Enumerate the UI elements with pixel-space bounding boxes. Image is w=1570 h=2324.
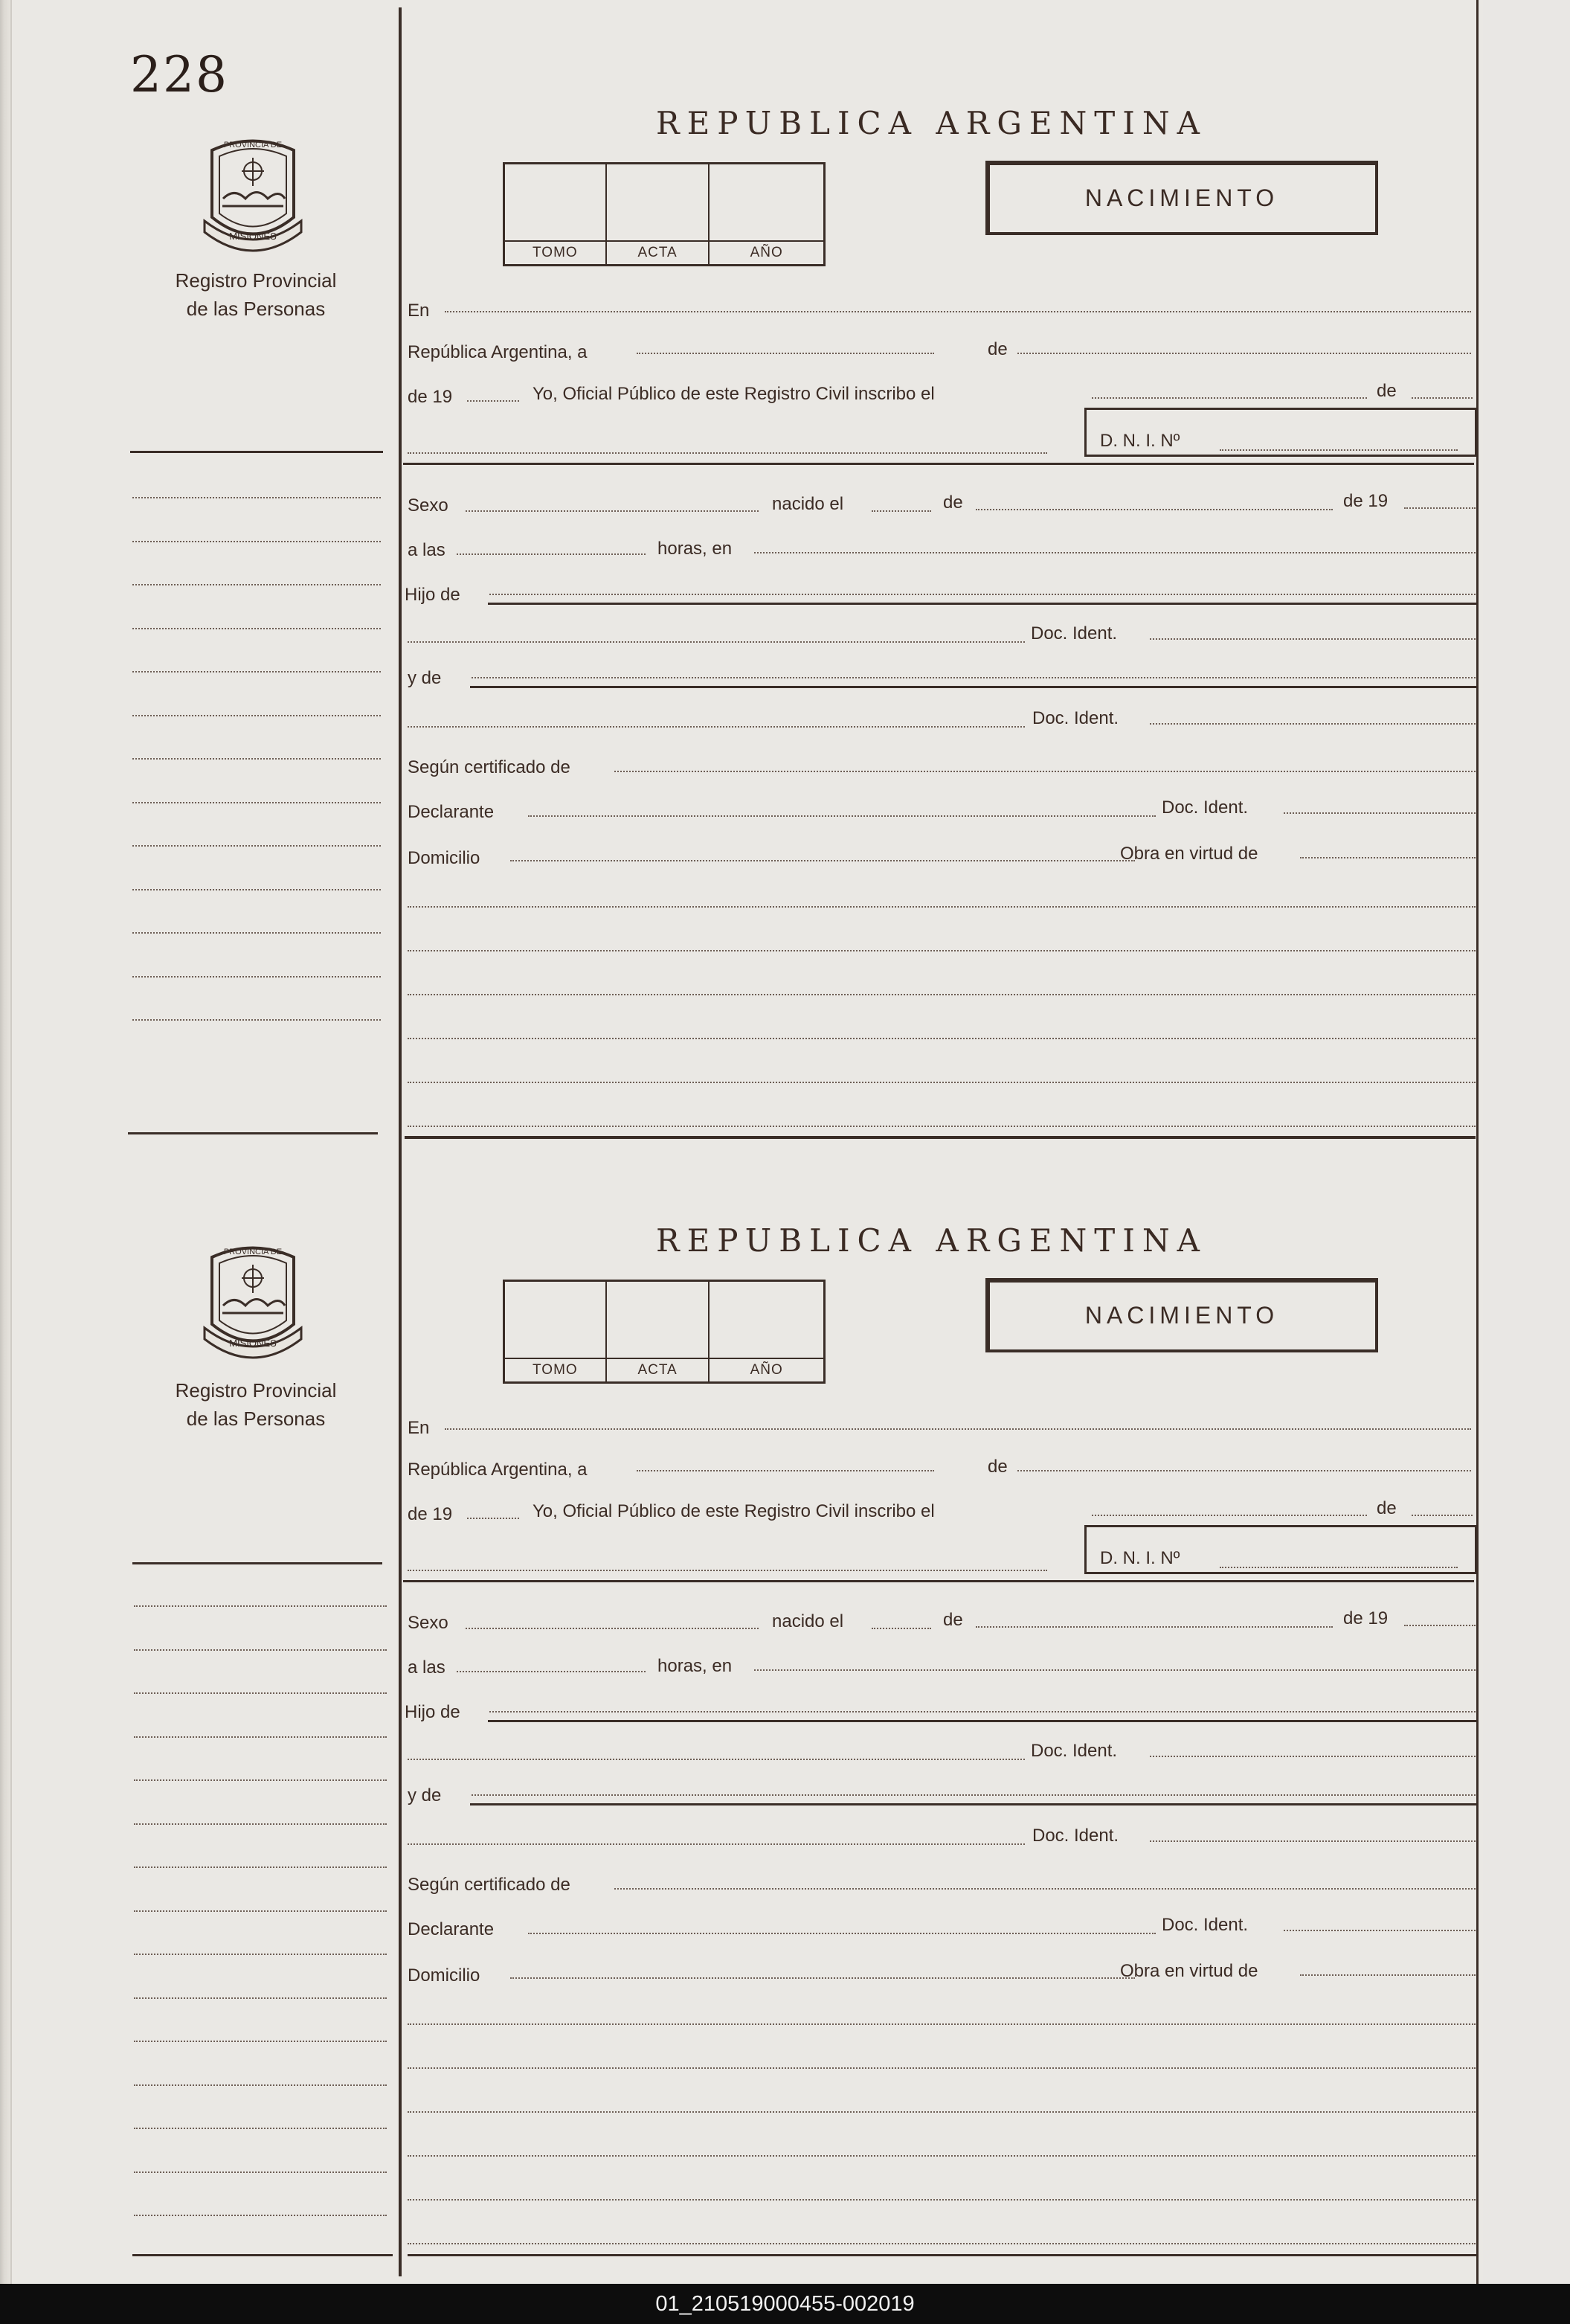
input-doc-madre[interactable] bbox=[1150, 723, 1476, 725]
label-hijo-de: Hijo de bbox=[405, 1702, 460, 1722]
misiones-seal-icon bbox=[197, 1235, 309, 1365]
tomo-acta-anio-table bbox=[503, 162, 826, 266]
label-en: En bbox=[408, 301, 430, 321]
label-sexo: Sexo bbox=[408, 1613, 448, 1633]
table-cell-tomo[interactable] bbox=[505, 1282, 607, 1381]
table-label-anio: AÑO bbox=[750, 245, 783, 260]
input-hora[interactable] bbox=[457, 553, 646, 555]
right-border bbox=[1476, 0, 1479, 2284]
registro-line-1: Registro Provincial bbox=[175, 1379, 337, 1402]
input-sexo[interactable] bbox=[466, 1628, 759, 1629]
svg-text:MISIONES: MISIONES bbox=[229, 1338, 277, 1349]
input-en[interactable] bbox=[445, 311, 1471, 312]
label-en: En bbox=[408, 1418, 430, 1438]
label-horas-en: horas, en bbox=[657, 539, 733, 559]
label-de-2: de bbox=[1377, 381, 1397, 401]
sidebar-note-line[interactable] bbox=[132, 715, 381, 716]
label-republica: República Argentina, a bbox=[408, 1460, 588, 1480]
input-obra[interactable] bbox=[1300, 857, 1476, 858]
form-header-divider bbox=[403, 1580, 1474, 1582]
input-en[interactable] bbox=[445, 1428, 1471, 1430]
label-yo-oficial: Yo, Oficial Público de este Registro Civil inscribo el bbox=[533, 384, 935, 404]
column-divider bbox=[399, 7, 402, 2276]
padre-underline bbox=[488, 1720, 1477, 1722]
svg-text:PROVINCIA DE: PROVINCIA DE bbox=[223, 1248, 283, 1256]
table-label-anio: AÑO bbox=[750, 1362, 783, 1378]
dni-label: D. N. I. Nº bbox=[1100, 431, 1180, 451]
page-number: 228 bbox=[130, 46, 228, 103]
sidebar-note-line[interactable] bbox=[134, 1823, 387, 1825]
label-de: de bbox=[988, 339, 1008, 359]
sidebar-note-line[interactable] bbox=[134, 1997, 387, 1999]
record-type-label: NACIMIENTO bbox=[1084, 184, 1279, 211]
label-sexo: Sexo bbox=[408, 495, 448, 516]
madre-underline bbox=[470, 686, 1477, 688]
table-label-acta: ACTA bbox=[637, 1362, 678, 1378]
input-dia[interactable] bbox=[637, 353, 934, 354]
sidebar-note-line[interactable] bbox=[132, 758, 381, 760]
label-yo-oficial: Yo, Oficial Público de este Registro Civil inscribo el bbox=[533, 1501, 935, 1521]
input-nacido-anio[interactable] bbox=[1404, 1625, 1476, 1626]
label-republica: República Argentina, a bbox=[408, 342, 588, 362]
input-padre[interactable] bbox=[489, 594, 1476, 595]
sidebar-note-line[interactable] bbox=[134, 2084, 387, 2086]
sidebar-note-line[interactable] bbox=[132, 1019, 381, 1021]
sidebar-note-line[interactable] bbox=[134, 1954, 387, 1955]
input-nacido-mes[interactable] bbox=[976, 1626, 1333, 1628]
sidebar-note-line[interactable] bbox=[134, 1692, 387, 1694]
table-cell-acta[interactable] bbox=[607, 164, 710, 264]
registro-provincial-label bbox=[144, 266, 367, 323]
sidebar-note-line[interactable] bbox=[134, 1736, 387, 1738]
registro-line-2: de las Personas bbox=[186, 1407, 326, 1430]
label-doc-ident-declarante: Doc. Ident. bbox=[1162, 1915, 1249, 1935]
form-header-divider bbox=[403, 463, 1474, 465]
sidebar-note-line[interactable] bbox=[134, 1605, 387, 1607]
input-dni[interactable] bbox=[1220, 449, 1458, 451]
observaciones-line[interactable] bbox=[408, 994, 1476, 995]
observaciones-line[interactable] bbox=[408, 950, 1476, 951]
label-de19-nac: de 19 bbox=[1343, 1608, 1389, 1628]
input-dia[interactable] bbox=[637, 1470, 934, 1471]
sidebar-note-line[interactable] bbox=[132, 584, 381, 585]
label-doc-ident-padre: Doc. Ident. bbox=[1031, 1741, 1118, 1761]
page-margin bbox=[1483, 0, 1570, 2284]
table-label-tomo: TOMO bbox=[533, 245, 578, 260]
input-nacido-dia[interactable] bbox=[872, 510, 931, 512]
input-madre[interactable] bbox=[472, 1794, 1476, 1796]
table-label-tomo: TOMO bbox=[533, 1362, 578, 1378]
label-segun-certificado: Según certificado de bbox=[408, 1875, 570, 1895]
input-inscribo-linea[interactable] bbox=[408, 452, 1047, 454]
observaciones-line[interactable] bbox=[408, 906, 1476, 908]
label-y-de: y de bbox=[408, 1785, 442, 1805]
observaciones-line[interactable] bbox=[408, 2023, 1476, 2025]
book-binding-edge bbox=[0, 0, 10, 2284]
input-lugar[interactable] bbox=[754, 552, 1476, 553]
svg-text:MISIONES: MISIONES bbox=[229, 231, 277, 242]
observaciones-line[interactable] bbox=[408, 2111, 1476, 2113]
label-de19: de 19 bbox=[408, 387, 453, 407]
sidebar-divider bbox=[132, 1562, 382, 1564]
form-end-divider bbox=[408, 2254, 1479, 2256]
ledger-page bbox=[10, 0, 1484, 2284]
sidebar-note-line[interactable] bbox=[134, 2041, 387, 2042]
sidebar-note-line[interactable] bbox=[132, 845, 381, 847]
form-title: REPUBLICA ARGENTINA bbox=[656, 1222, 1207, 1259]
input-madre[interactable] bbox=[472, 677, 1476, 678]
label-de-nac: de bbox=[943, 492, 963, 513]
sidebar-note-line[interactable] bbox=[134, 1649, 387, 1651]
input-declarante[interactable] bbox=[528, 1933, 1156, 1934]
input-sexo[interactable] bbox=[466, 510, 759, 512]
sidebar-note-line[interactable] bbox=[132, 671, 381, 673]
sidebar-divider bbox=[130, 451, 383, 453]
input-certificado[interactable] bbox=[614, 1888, 1476, 1890]
input-doc-declarante[interactable] bbox=[1284, 812, 1476, 814]
input-doc-padre[interactable] bbox=[1150, 638, 1476, 640]
label-hijo-de: Hijo de bbox=[405, 585, 460, 605]
image-caption: 01_210519000455-002019 bbox=[655, 2292, 915, 2316]
input-madre-2[interactable] bbox=[408, 1843, 1025, 1845]
sidebar-note-line[interactable] bbox=[132, 628, 381, 629]
record-type-box bbox=[985, 1278, 1378, 1352]
input-padre-2[interactable] bbox=[408, 1759, 1025, 1760]
input-obra[interactable] bbox=[1300, 1974, 1476, 1976]
table-cell-acta[interactable] bbox=[607, 1282, 710, 1381]
registro-line-1: Registro Provincial bbox=[175, 269, 337, 292]
input-inscribo-fecha[interactable] bbox=[1092, 397, 1367, 399]
input-domicilio[interactable] bbox=[510, 860, 1135, 861]
label-horas-en: horas, en bbox=[657, 1656, 733, 1676]
sidebar-note-line[interactable] bbox=[134, 2171, 387, 2173]
padre-underline bbox=[488, 603, 1477, 605]
tomo-acta-anio-table bbox=[503, 1280, 826, 1384]
sidebar-note-line[interactable] bbox=[134, 1779, 387, 1781]
sidebar-note-line[interactable] bbox=[132, 802, 381, 803]
svg-text:PROVINCIA DE: PROVINCIA DE bbox=[223, 141, 283, 150]
dni-label: D. N. I. Nº bbox=[1100, 1548, 1180, 1568]
table-cell-tomo[interactable] bbox=[505, 164, 607, 264]
table-cell-anio[interactable] bbox=[710, 164, 823, 264]
input-inscribo-mes[interactable] bbox=[1412, 397, 1473, 399]
input-doc-madre[interactable] bbox=[1150, 1840, 1476, 1842]
sidebar-note-line[interactable] bbox=[132, 541, 381, 542]
registro-line-2: de las Personas bbox=[186, 298, 326, 320]
input-lugar[interactable] bbox=[754, 1669, 1476, 1671]
registro-provincial-label bbox=[144, 1376, 367, 1433]
label-segun-certificado: Según certificado de bbox=[408, 757, 570, 777]
input-certificado[interactable] bbox=[614, 771, 1476, 772]
label-y-de: y de bbox=[408, 668, 442, 688]
input-padre[interactable] bbox=[489, 1711, 1476, 1712]
input-mes[interactable] bbox=[1017, 353, 1471, 354]
record-type-label: NACIMIENTO bbox=[1084, 1302, 1279, 1329]
sidebar-note-line[interactable] bbox=[134, 1910, 387, 1912]
label-doc-ident-madre: Doc. Ident. bbox=[1032, 1826, 1119, 1846]
sidebar-note-line[interactable] bbox=[134, 2215, 387, 2216]
sidebar-note-line[interactable] bbox=[134, 2128, 387, 2129]
input-padre-2[interactable] bbox=[408, 641, 1025, 643]
sidebar-end-divider bbox=[128, 1132, 378, 1134]
sidebar-note-line[interactable] bbox=[132, 932, 381, 934]
label-nacido-el: nacido el bbox=[772, 1611, 844, 1631]
input-anio[interactable] bbox=[467, 400, 519, 402]
sidebar-note-line[interactable] bbox=[134, 1866, 387, 1868]
input-declarante[interactable] bbox=[528, 815, 1156, 817]
input-mes[interactable] bbox=[1017, 1470, 1471, 1471]
input-hora[interactable] bbox=[457, 1671, 646, 1672]
label-doc-ident-declarante: Doc. Ident. bbox=[1162, 797, 1249, 818]
label-declarante: Declarante bbox=[408, 802, 495, 822]
label-domicilio: Domicilio bbox=[408, 1965, 480, 1986]
observaciones-line[interactable] bbox=[408, 1082, 1476, 1083]
label-domicilio: Domicilio bbox=[408, 848, 480, 868]
label-obra-en-virtud: Obra en virtud de bbox=[1120, 1961, 1258, 1981]
label-doc-ident-padre: Doc. Ident. bbox=[1031, 623, 1118, 643]
label-de: de bbox=[988, 1457, 1008, 1477]
observaciones-line[interactable] bbox=[408, 2199, 1476, 2201]
input-doc-declarante[interactable] bbox=[1284, 1930, 1476, 1931]
observaciones-line[interactable] bbox=[408, 2155, 1476, 2157]
record-type-box bbox=[985, 161, 1378, 235]
label-a-las: a las bbox=[408, 1657, 445, 1678]
observaciones-line[interactable] bbox=[408, 2243, 1476, 2244]
input-madre-2[interactable] bbox=[408, 726, 1025, 728]
label-de-nac: de bbox=[943, 1610, 963, 1630]
input-nacido-anio[interactable] bbox=[1404, 507, 1476, 509]
label-declarante: Declarante bbox=[408, 1919, 495, 1939]
input-inscribo-fecha[interactable] bbox=[1092, 1515, 1367, 1516]
label-de19-nac: de 19 bbox=[1343, 491, 1389, 511]
form-separator bbox=[405, 1136, 1476, 1139]
observaciones-line[interactable] bbox=[408, 2067, 1476, 2069]
input-anio[interactable] bbox=[467, 1518, 519, 1519]
input-inscribo-linea[interactable] bbox=[408, 1570, 1047, 1571]
label-obra-en-virtud: Obra en virtud de bbox=[1120, 844, 1258, 864]
label-a-las: a las bbox=[408, 540, 445, 560]
label-nacido-el: nacido el bbox=[772, 494, 844, 514]
sidebar-end-divider bbox=[132, 2254, 393, 2256]
observaciones-line[interactable] bbox=[408, 1038, 1476, 1039]
input-inscribo-mes[interactable] bbox=[1412, 1515, 1473, 1516]
input-nacido-mes[interactable] bbox=[976, 509, 1333, 510]
input-doc-padre[interactable] bbox=[1150, 1756, 1476, 1757]
label-de19: de 19 bbox=[408, 1504, 453, 1524]
madre-underline bbox=[470, 1803, 1477, 1805]
form-title: REPUBLICA ARGENTINA bbox=[656, 105, 1207, 141]
input-nacido-dia[interactable] bbox=[872, 1628, 931, 1629]
table-cell-anio[interactable] bbox=[710, 1282, 823, 1381]
input-dni[interactable] bbox=[1220, 1567, 1458, 1568]
sidebar-note-line[interactable] bbox=[132, 889, 381, 890]
sidebar-note-line[interactable] bbox=[132, 497, 381, 498]
observaciones-line[interactable] bbox=[408, 1126, 1476, 1127]
misiones-seal-icon bbox=[197, 128, 309, 258]
label-de-2: de bbox=[1377, 1498, 1397, 1518]
sidebar-note-line[interactable] bbox=[132, 976, 381, 978]
table-label-acta: ACTA bbox=[637, 245, 678, 260]
label-doc-ident-madre: Doc. Ident. bbox=[1032, 708, 1119, 728]
input-domicilio[interactable] bbox=[510, 1977, 1135, 1979]
